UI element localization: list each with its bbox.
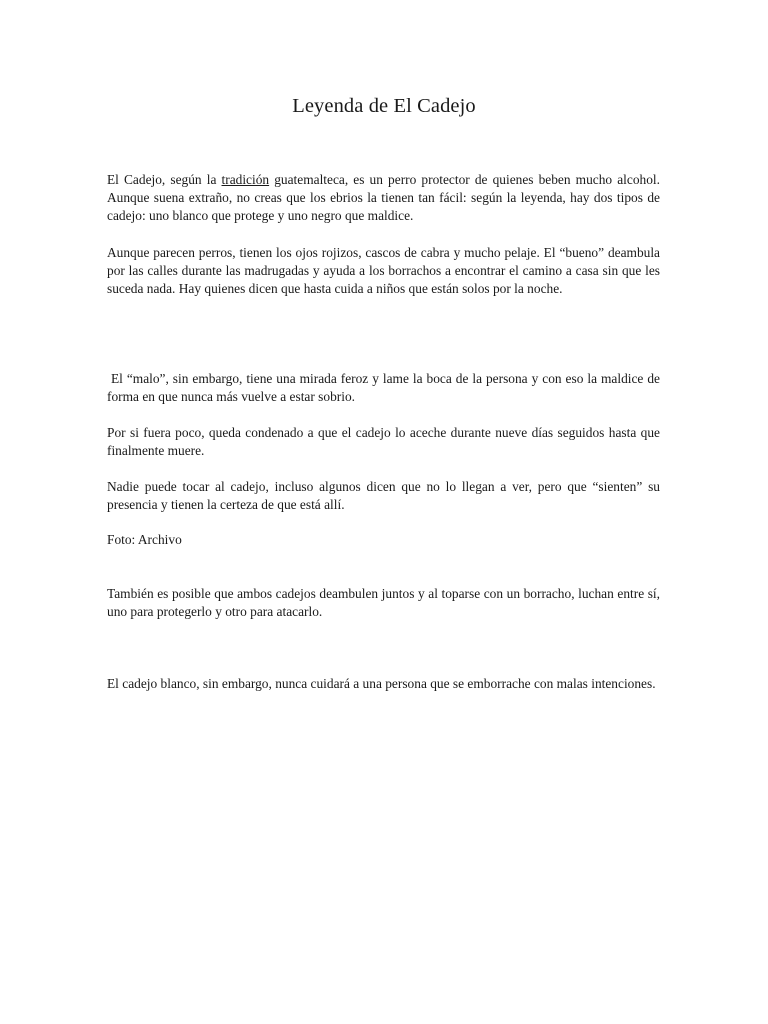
tradicion-link[interactable]: tradición	[221, 172, 270, 187]
paragraph-4: Por si fuera poco, queda condenado a que el cadejo lo aceche durante nueve días seguidos hasta que finalmente muere.	[107, 425, 660, 458]
paragraph-1	[107, 171, 660, 225]
document-title: Leyenda de El Cadejo	[292, 95, 476, 117]
paragraph-1-start: El Cadejo, según la	[107, 172, 222, 187]
photo-credit: Foto: Archivo	[107, 532, 182, 547]
paragraph-3: El “malo”, sin embargo, tiene una mirada feroz y lame la boca de la persona y con eso la maldice de forma en que nunca más vuelve a estar sobrio.	[107, 371, 664, 404]
paragraph-1-rest: guatemalteca, es un perro protector de quienes beben mucho alcohol. Aunque suena extraño, no creas que los ebrios la tienen tan fácil: según la leyenda, hay dos tipos de cadejo: uno blanco que protege y uno negro que maldice.	[107, 172, 660, 223]
paragraph-5: Nadie puede tocar al cadejo, incluso algunos dicen que no lo llegan a ver, pero que “sienten” su presencia y tienen la certeza de que está allí.	[107, 479, 660, 512]
paragraph-7: También es posible que ambos cadejos deambulen juntos y al toparse con un borracho, luchan entre sí, uno para protegerlo y otro para atacarlo.	[107, 586, 660, 619]
paragraph-8: El cadejo blanco, sin embargo, nunca cuidará a una persona que se emborrache con malas intenciones.	[107, 676, 656, 691]
paragraph-2: Aunque parecen perros, tienen los ojos rojizos, cascos de cabra y mucho pelaje. El “bueno” deambula por las calles durante las madrugadas y ayuda a los borrachos a encontrar el camino a casa sin que les suceda nada. Hay quienes dicen que hasta cuida a niños que están solos por la noche.	[107, 245, 660, 296]
